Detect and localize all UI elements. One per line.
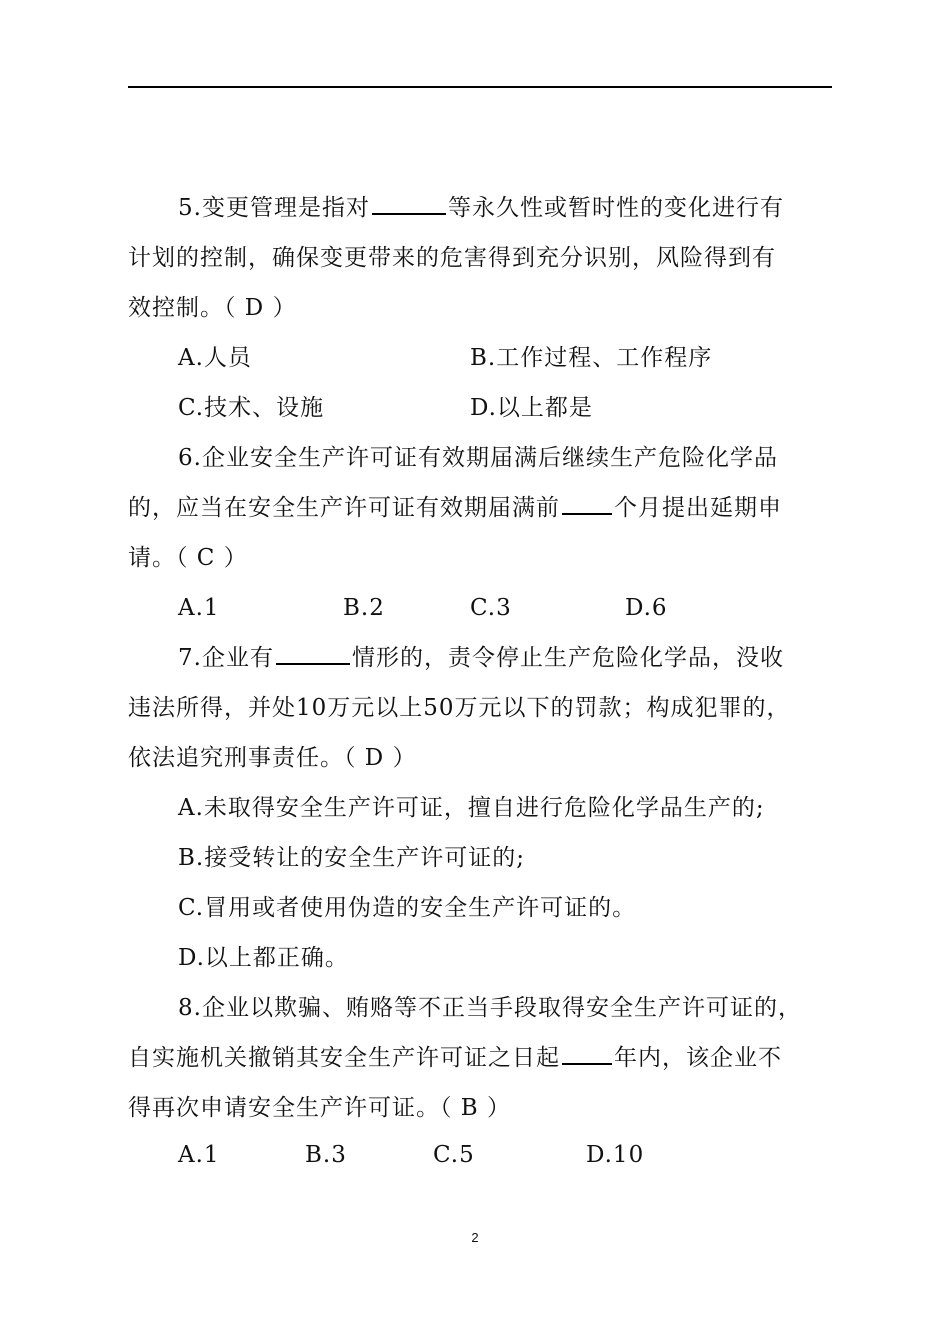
q6-line-1: 6.企业安全生产许可证有效期届满后继续生产危险化学品 — [178, 445, 778, 471]
q8-option-a: A.1 — [178, 1142, 220, 1168]
q7-line-2: 违法所得，并处10万元以上50万元以下的罚款；构成犯罪的， — [128, 695, 791, 721]
q8-option-d: D.10 — [586, 1142, 645, 1168]
q8-line-2: 自实施机关撤销其安全生产许可证之日起 年内，该企业不 — [128, 1045, 782, 1071]
q7-option-d: D.以上都正确。 — [178, 945, 349, 971]
q6-option-b: B.2 — [343, 595, 385, 621]
q7-option-b: B.接受转让的安全生产许可证的; — [178, 845, 525, 871]
q6-option-d: D.6 — [625, 595, 668, 621]
page-number: 2 — [471, 1230, 479, 1245]
answer-blank — [562, 1043, 612, 1065]
q8-line-1: 8.企业以欺骗、贿赂等不正当手段取得安全生产许可证的， — [178, 995, 802, 1021]
q7-option-a: A.未取得安全生产许可证，擅自进行危险化学品生产的; — [178, 795, 765, 821]
q7-option-c: C.冒用或者使用伪造的安全生产许可证的。 — [178, 895, 637, 921]
q8-option-b: B.3 — [305, 1142, 347, 1168]
q5-option-d: D.以上都是 — [470, 395, 593, 421]
answer-blank — [372, 193, 446, 215]
q5-line-2: 计划的控制，确保变更带来的危害得到充分识别，风险得到有 — [128, 245, 776, 271]
q5-option-a: A.人员 — [178, 345, 252, 371]
q5-line-3: 效控制。（ D ） — [128, 295, 297, 321]
answer-blank — [562, 493, 612, 515]
q6-line-2: 的，应当在安全生产许可证有效期届满前 个月提出延期申 — [128, 495, 782, 521]
q6-option-c: C.3 — [470, 595, 512, 621]
q6-line-3: 请。（ C ） — [128, 545, 248, 571]
answer-blank — [276, 643, 350, 665]
q5-line-1: 5.变更管理是指对 等永久性或暂时性的变化进行有 — [178, 195, 784, 221]
q8-option-c: C.5 — [433, 1142, 475, 1168]
q7-line-1: 7.企业有 情形的，责令停止生产危险化学品，没收 — [178, 645, 784, 671]
header-rule — [128, 86, 832, 88]
q5-option-b: B.工作过程、工作程序 — [470, 345, 713, 371]
q6-option-a: A.1 — [178, 595, 220, 621]
q5-option-c: C.技术、设施 — [178, 395, 325, 421]
q7-line-3: 依法追究刑事责任。（ D ） — [128, 745, 417, 771]
q8-line-3: 得再次申请安全生产许可证。（ B ） — [128, 1095, 512, 1121]
